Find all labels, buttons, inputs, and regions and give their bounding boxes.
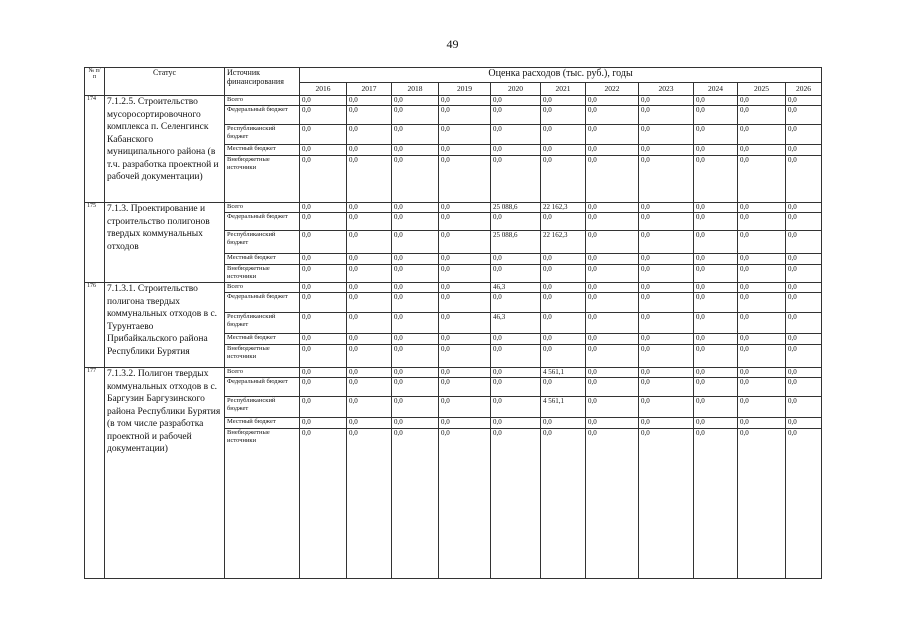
value-cell: 0,0 (347, 345, 392, 368)
value-cell: 0,0 (738, 345, 786, 368)
value-cell: 0,0 (347, 106, 392, 125)
value-cell: 0,0 (347, 254, 392, 265)
value-cell: 0,0 (491, 429, 541, 579)
value-cell: 0,0 (639, 345, 694, 368)
value-cell: 0,0 (439, 293, 491, 313)
source-cell: Местный бюджет (225, 145, 300, 156)
value-cell: 0,0 (639, 368, 694, 378)
value-cell: 0,0 (586, 156, 639, 203)
value-cell: 0,0 (347, 156, 392, 203)
row-number: 174 (85, 96, 105, 203)
value-cell: 0,0 (586, 334, 639, 345)
value-cell: 0,0 (694, 397, 738, 418)
value-cell: 0,0 (694, 334, 738, 345)
value-cell: 25 088,6 (491, 203, 541, 213)
value-cell: 0,0 (694, 429, 738, 579)
value-cell: 0,0 (786, 156, 822, 203)
value-cell: 0,0 (439, 378, 491, 397)
value-cell: 0,0 (491, 418, 541, 429)
value-cell: 0,0 (694, 265, 738, 283)
value-cell: 0,0 (392, 345, 439, 368)
value-cell: 0,0 (586, 283, 639, 293)
value-cell: 0,0 (392, 231, 439, 254)
value-cell: 0,0 (392, 265, 439, 283)
value-cell: 0,0 (347, 397, 392, 418)
year-header: 2024 (694, 83, 738, 96)
value-cell: 0,0 (541, 156, 586, 203)
value-cell: 0,0 (694, 345, 738, 368)
value-cell: 0,0 (300, 334, 347, 345)
page-number: 49 (446, 37, 459, 51)
value-cell: 0,0 (786, 368, 822, 378)
source-cell: Внебюджетные источники (225, 156, 300, 203)
value-cell: 22 162,3 (541, 203, 586, 213)
value-cell: 0,0 (694, 125, 738, 145)
value-cell: 0,0 (694, 231, 738, 254)
value-cell: 0,0 (786, 145, 822, 156)
value-cell: 0,0 (586, 265, 639, 283)
value-cell: 0,0 (300, 368, 347, 378)
value-cell: 0,0 (541, 254, 586, 265)
value-cell: 46,3 (491, 313, 541, 334)
year-header: 2018 (392, 83, 439, 96)
value-cell: 0,0 (786, 418, 822, 429)
value-cell: 0,0 (491, 368, 541, 378)
value-cell: 0,0 (786, 265, 822, 283)
value-cell: 0,0 (300, 145, 347, 156)
value-cell: 0,0 (439, 125, 491, 145)
value-cell: 0,0 (738, 418, 786, 429)
value-cell: 0,0 (392, 283, 439, 293)
value-cell: 0,0 (639, 265, 694, 283)
value-cell: 0,0 (541, 125, 586, 145)
value-cell: 0,0 (392, 429, 439, 579)
value-cell: 0,0 (694, 156, 738, 203)
source-cell: Всего (225, 283, 300, 293)
value-cell: 0,0 (300, 213, 347, 231)
value-cell: 0,0 (392, 213, 439, 231)
source-cell: Внебюджетные источники (225, 345, 300, 368)
value-cell: 0,0 (639, 397, 694, 418)
value-cell: 0,0 (392, 378, 439, 397)
value-cell: 0,0 (639, 334, 694, 345)
value-cell: 0,0 (738, 378, 786, 397)
source-cell: Республиканский бюджет (225, 231, 300, 254)
value-cell: 0,0 (439, 231, 491, 254)
value-cell: 0,0 (738, 429, 786, 579)
value-cell: 0,0 (491, 96, 541, 106)
value-cell: 0,0 (786, 345, 822, 368)
value-cell: 0,0 (738, 96, 786, 106)
value-cell: 0,0 (300, 156, 347, 203)
value-cell: 0,0 (392, 397, 439, 418)
value-cell: 0,0 (738, 368, 786, 378)
source-cell: Республиканский бюджет (225, 125, 300, 145)
value-cell: 0,0 (392, 96, 439, 106)
value-cell: 0,0 (639, 313, 694, 334)
value-cell: 0,0 (586, 125, 639, 145)
value-cell: 0,0 (586, 203, 639, 213)
value-cell: 0,0 (541, 145, 586, 156)
value-cell: 4 561,1 (541, 397, 586, 418)
value-cell: 0,0 (392, 106, 439, 125)
year-header: 2025 (738, 83, 786, 96)
value-cell: 0,0 (300, 397, 347, 418)
value-cell: 0,0 (786, 397, 822, 418)
value-cell: 0,0 (694, 203, 738, 213)
header-status: Статус (105, 68, 225, 96)
value-cell: 0,0 (392, 254, 439, 265)
value-cell: 0,0 (639, 156, 694, 203)
table-row (85, 368, 822, 378)
value-cell: 0,0 (586, 418, 639, 429)
value-cell: 0,0 (347, 96, 392, 106)
value-cell: 0,0 (347, 213, 392, 231)
source-cell: Местный бюджет (225, 254, 300, 265)
value-cell: 0,0 (738, 313, 786, 334)
value-cell: 0,0 (738, 254, 786, 265)
year-header: 2016 (300, 83, 347, 96)
value-cell: 0,0 (639, 106, 694, 125)
value-cell: 0,0 (694, 293, 738, 313)
value-cell: 0,0 (738, 265, 786, 283)
value-cell: 0,0 (300, 96, 347, 106)
value-cell: 0,0 (439, 397, 491, 418)
value-cell: 0,0 (694, 313, 738, 334)
value-cell: 0,0 (300, 293, 347, 313)
value-cell: 0,0 (392, 313, 439, 334)
value-cell: 0,0 (439, 96, 491, 106)
table-row (85, 283, 822, 293)
value-cell: 0,0 (786, 213, 822, 231)
year-header: 2022 (586, 83, 639, 96)
value-cell: 0,0 (639, 231, 694, 254)
source-cell: Внебюджетные источники (225, 429, 300, 579)
value-cell: 0,0 (586, 106, 639, 125)
value-cell: 0,0 (586, 378, 639, 397)
value-cell: 0,0 (738, 293, 786, 313)
table-row (85, 96, 822, 106)
value-cell: 0,0 (786, 125, 822, 145)
value-cell: 0,0 (541, 96, 586, 106)
value-cell: 0,0 (639, 254, 694, 265)
source-cell: Федеральный бюджет (225, 106, 300, 125)
value-cell: 0,0 (300, 203, 347, 213)
value-cell: 0,0 (392, 418, 439, 429)
value-cell: 0,0 (300, 418, 347, 429)
value-cell: 0,0 (586, 397, 639, 418)
value-cell: 0,0 (586, 96, 639, 106)
value-cell: 0,0 (586, 429, 639, 579)
value-cell: 0,0 (491, 293, 541, 313)
value-cell: 0,0 (392, 125, 439, 145)
value-cell: 0,0 (439, 203, 491, 213)
value-cell: 0,0 (347, 265, 392, 283)
source-cell: Республиканский бюджет (225, 397, 300, 418)
value-cell: 0,0 (439, 283, 491, 293)
value-cell: 0,0 (694, 368, 738, 378)
row-number: 175 (85, 203, 105, 283)
value-cell: 0,0 (586, 213, 639, 231)
value-cell: 0,0 (639, 96, 694, 106)
value-cell: 0,0 (738, 156, 786, 203)
value-cell: 0,0 (694, 418, 738, 429)
value-cell: 0,0 (347, 334, 392, 345)
year-header: 2017 (347, 83, 392, 96)
value-cell: 0,0 (786, 106, 822, 125)
source-cell: Всего (225, 203, 300, 213)
value-cell: 0,0 (439, 368, 491, 378)
value-cell: 0,0 (541, 313, 586, 334)
value-cell: 0,0 (439, 156, 491, 203)
value-cell: 0,0 (491, 265, 541, 283)
source-cell: Федеральный бюджет (225, 213, 300, 231)
value-cell: 0,0 (738, 397, 786, 418)
source-cell: Федеральный бюджет (225, 378, 300, 397)
source-cell: Всего (225, 368, 300, 378)
year-header: 2021 (541, 83, 586, 96)
value-cell: 0,0 (300, 378, 347, 397)
source-cell: Местный бюджет (225, 334, 300, 345)
value-cell: 0,0 (347, 145, 392, 156)
value-cell: 0,0 (738, 283, 786, 293)
value-cell: 0,0 (738, 106, 786, 125)
value-cell: 0,0 (347, 203, 392, 213)
value-cell: 0,0 (347, 368, 392, 378)
value-cell: 25 088,6 (491, 231, 541, 254)
year-header: 2026 (786, 83, 822, 96)
value-cell: 0,0 (694, 213, 738, 231)
value-cell: 0,0 (738, 203, 786, 213)
value-cell: 0,0 (392, 203, 439, 213)
value-cell: 0,0 (300, 254, 347, 265)
value-cell: 0,0 (439, 213, 491, 231)
value-cell: 0,0 (347, 293, 392, 313)
value-cell: 0,0 (786, 313, 822, 334)
value-cell: 0,0 (347, 283, 392, 293)
value-cell: 0,0 (694, 145, 738, 156)
value-cell: 0,0 (586, 293, 639, 313)
value-cell: 0,0 (541, 293, 586, 313)
value-cell: 0,0 (300, 283, 347, 293)
value-cell: 0,0 (786, 283, 822, 293)
value-cell: 0,0 (541, 429, 586, 579)
value-cell: 0,0 (694, 283, 738, 293)
value-cell: 0,0 (639, 203, 694, 213)
source-cell: Всего (225, 96, 300, 106)
value-cell: 0,0 (491, 156, 541, 203)
status-cell: 7.1.3. Проектирование и строительство полигонов твердых коммунальных отходов (105, 203, 225, 283)
value-cell: 0,0 (439, 334, 491, 345)
value-cell: 0,0 (586, 145, 639, 156)
value-cell: 0,0 (786, 231, 822, 254)
table-row (85, 203, 822, 213)
value-cell: 0,0 (491, 213, 541, 231)
value-cell: 0,0 (639, 213, 694, 231)
value-cell: 0,0 (347, 313, 392, 334)
value-cell: 22 162,3 (541, 231, 586, 254)
value-cell: 0,0 (439, 106, 491, 125)
value-cell: 0,0 (694, 96, 738, 106)
source-cell: Местный бюджет (225, 418, 300, 429)
value-cell: 0,0 (786, 96, 822, 106)
value-cell: 0,0 (347, 125, 392, 145)
value-cell: 0,0 (738, 213, 786, 231)
value-cell: 0,0 (491, 254, 541, 265)
value-cell: 0,0 (439, 429, 491, 579)
value-cell: 0,0 (786, 429, 822, 579)
source-cell: Республиканский бюджет (225, 313, 300, 334)
value-cell: 0,0 (541, 213, 586, 231)
value-cell: 0,0 (439, 145, 491, 156)
value-cell: 0,0 (639, 293, 694, 313)
value-cell: 0,0 (491, 106, 541, 125)
value-cell: 0,0 (694, 254, 738, 265)
value-cell: 0,0 (300, 345, 347, 368)
value-cell: 0,0 (786, 378, 822, 397)
status-cell: 7.1.3.2. Полигон твердых коммунальных отходов в с. Баргузин Баргузинского района Республики Бурятия (в том числе разработка проектной и рабочей документации) (105, 368, 225, 579)
header-estimate: Оценка расходов (тыс. руб.), годы (300, 68, 822, 83)
value-cell: 0,0 (392, 145, 439, 156)
value-cell: 0,0 (392, 293, 439, 313)
value-cell: 0,0 (639, 125, 694, 145)
year-header: 2019 (439, 83, 491, 96)
value-cell: 0,0 (300, 231, 347, 254)
value-cell: 4 561,1 (541, 368, 586, 378)
value-cell: 0,0 (491, 397, 541, 418)
value-cell: 0,0 (694, 378, 738, 397)
value-cell: 0,0 (786, 334, 822, 345)
value-cell: 0,0 (738, 145, 786, 156)
value-cell: 0,0 (392, 334, 439, 345)
value-cell: 0,0 (586, 368, 639, 378)
value-cell: 0,0 (347, 418, 392, 429)
value-cell: 0,0 (738, 231, 786, 254)
value-cell: 0,0 (491, 345, 541, 368)
value-cell: 0,0 (300, 265, 347, 283)
value-cell: 0,0 (786, 203, 822, 213)
value-cell: 0,0 (491, 334, 541, 345)
value-cell: 0,0 (639, 378, 694, 397)
value-cell: 0,0 (541, 283, 586, 293)
value-cell: 0,0 (738, 125, 786, 145)
value-cell: 0,0 (586, 345, 639, 368)
value-cell: 0,0 (639, 145, 694, 156)
value-cell: 0,0 (300, 125, 347, 145)
source-cell: Федеральный бюджет (225, 293, 300, 313)
value-cell: 0,0 (541, 106, 586, 125)
value-cell: 0,0 (639, 429, 694, 579)
value-cell: 0,0 (541, 378, 586, 397)
value-cell: 0,0 (694, 106, 738, 125)
value-cell: 0,0 (639, 283, 694, 293)
value-cell: 0,0 (439, 345, 491, 368)
value-cell: 0,0 (300, 106, 347, 125)
year-header: 2020 (491, 83, 541, 96)
value-cell: 0,0 (392, 156, 439, 203)
value-cell: 0,0 (347, 429, 392, 579)
value-cell: 0,0 (639, 418, 694, 429)
expenses-table (84, 67, 822, 579)
value-cell: 0,0 (439, 265, 491, 283)
value-cell: 0,0 (738, 334, 786, 345)
value-cell: 0,0 (586, 254, 639, 265)
header-num: № п/п (85, 68, 105, 96)
value-cell: 0,0 (439, 418, 491, 429)
year-header: 2023 (639, 83, 694, 96)
value-cell: 0,0 (300, 313, 347, 334)
value-cell: 0,0 (392, 368, 439, 378)
row-number: 177 (85, 368, 105, 579)
value-cell: 46,3 (491, 283, 541, 293)
value-cell: 0,0 (347, 231, 392, 254)
value-cell: 0,0 (300, 429, 347, 579)
value-cell: 0,0 (541, 334, 586, 345)
value-cell: 0,0 (347, 378, 392, 397)
value-cell: 0,0 (786, 254, 822, 265)
value-cell: 0,0 (541, 345, 586, 368)
status-cell: 7.1.2.5. Строительство мусоросортировочного комплекса п. Селенгинск Кабанского муниципального района (в т.ч. разработка проектной и рабочей документации) (105, 96, 225, 203)
value-cell: 0,0 (541, 418, 586, 429)
value-cell: 0,0 (439, 313, 491, 334)
value-cell: 0,0 (439, 254, 491, 265)
status-cell: 7.1.3.1. Строительство полигона твердых коммунальных отходов в с. Турунтаево Прибайкальского района Республики Бурятия (105, 283, 225, 368)
value-cell: 0,0 (786, 293, 822, 313)
header-source: Источник финансирования (225, 68, 300, 96)
value-cell: 0,0 (491, 125, 541, 145)
value-cell: 0,0 (586, 313, 639, 334)
value-cell: 0,0 (586, 231, 639, 254)
row-number: 176 (85, 283, 105, 368)
value-cell: 0,0 (491, 378, 541, 397)
source-cell: Внебюджетные источники (225, 265, 300, 283)
value-cell: 0,0 (491, 145, 541, 156)
value-cell: 0,0 (541, 265, 586, 283)
